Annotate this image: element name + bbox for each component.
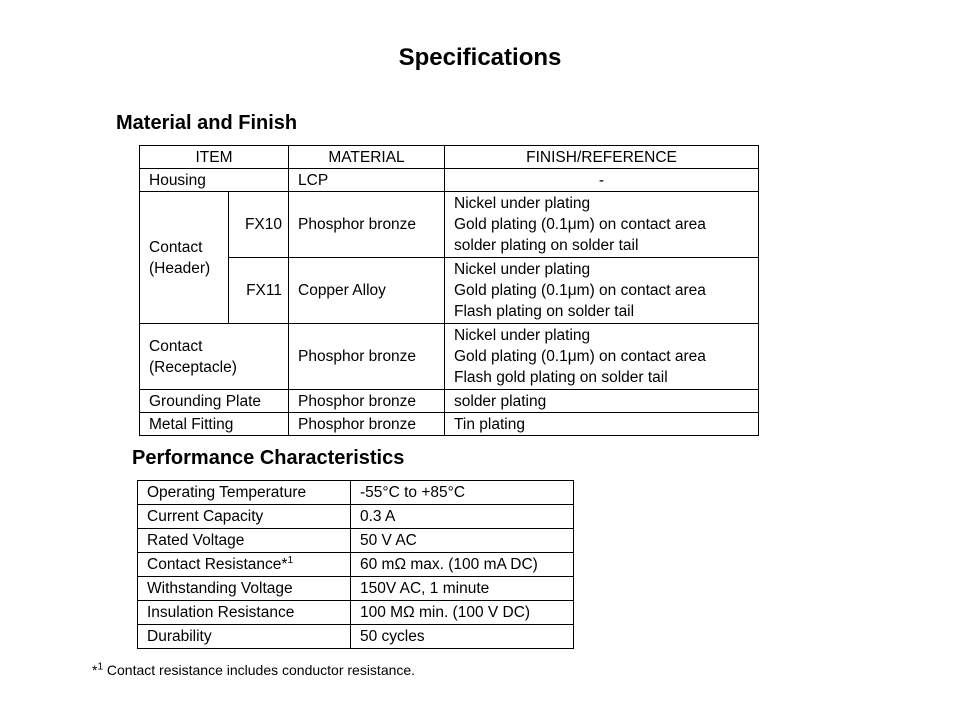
metal-fitting-material: Phosphor bronze <box>289 413 445 436</box>
header-material: MATERIAL <box>289 146 445 169</box>
header-finish: FINISH/REFERENCE <box>445 146 759 169</box>
fx10-finish <box>445 192 759 258</box>
receptacle-material: Phosphor bronze <box>289 324 445 390</box>
item-line: Contact <box>149 337 203 355</box>
table-row <box>140 258 759 324</box>
contact-header-item <box>140 192 229 324</box>
perf-value: 100 MΩ min. (100 V DC) <box>351 601 574 625</box>
table-row <box>138 481 574 505</box>
perf-value: 150V AC, 1 minute <box>351 577 574 601</box>
housing-item: Housing <box>140 169 289 192</box>
table-row <box>138 577 574 601</box>
table-row <box>138 625 574 649</box>
performance-table <box>137 480 574 649</box>
table-header-row <box>140 146 759 169</box>
metal-fitting-item: Metal Fitting <box>140 413 289 436</box>
fx11-model: FX11 <box>229 258 289 324</box>
contact-receptacle-item <box>140 324 289 390</box>
footnote-text: Contact resistance includes conductor resistance. <box>103 662 416 678</box>
table-row <box>138 505 574 529</box>
table-row <box>140 192 759 258</box>
perf-label: Current Capacity <box>138 505 351 529</box>
finish-line: solder plating on solder tail <box>454 237 639 254</box>
housing-material: LCP <box>289 169 445 192</box>
perf-label-text: Contact Resistance* <box>147 556 288 573</box>
finish-line: Nickel under plating <box>454 195 591 212</box>
finish-line: Gold plating (0.1μm) on contact area <box>454 348 706 365</box>
housing-finish: - <box>445 169 759 192</box>
grounding-plate-material: Phosphor bronze <box>289 390 445 413</box>
performance-title: Performance Characteristics <box>132 447 405 469</box>
footnote-sup: 1 <box>287 554 293 566</box>
receptacle-finish <box>445 324 759 390</box>
table-row <box>138 601 574 625</box>
fx10-material: Phosphor bronze <box>289 192 445 258</box>
perf-value: 50 cycles <box>351 625 574 649</box>
finish-line: Gold plating (0.1μm) on contact area <box>454 216 706 233</box>
perf-value: -55°C to +85°C <box>351 481 574 505</box>
table-row <box>140 413 759 436</box>
material-finish-table <box>139 145 759 436</box>
perf-value: 0.3 A <box>351 505 574 529</box>
grounding-plate-finish: solder plating <box>445 390 759 413</box>
finish-line: Nickel under plating <box>454 327 591 344</box>
footnote-sup: 1 <box>97 661 104 673</box>
perf-label <box>138 553 351 577</box>
finish-line: Flash plating on solder tail <box>454 303 635 320</box>
item-line: (Receptacle) <box>149 358 237 376</box>
perf-label: Insulation Resistance <box>138 601 351 625</box>
footnote <box>92 662 415 678</box>
item-line: Contact <box>149 238 203 256</box>
table-row <box>138 553 574 577</box>
table-row <box>140 169 759 192</box>
table-row <box>140 390 759 413</box>
perf-label: Operating Temperature <box>138 481 351 505</box>
page-title: Specifications <box>398 44 562 71</box>
table-row <box>138 529 574 553</box>
metal-fitting-finish: Tin plating <box>445 413 759 436</box>
item-line: (Header) <box>149 259 211 277</box>
footnote-marker: * <box>92 662 98 678</box>
grounding-plate-item: Grounding Plate <box>140 390 289 413</box>
finish-line: Gold plating (0.1μm) on contact area <box>454 282 706 299</box>
fx11-material: Copper Alloy <box>289 258 445 324</box>
perf-value: 60 mΩ max. (100 mA DC) <box>351 553 574 577</box>
perf-value: 50 V AC <box>351 529 574 553</box>
table-row <box>140 324 759 390</box>
material-finish-title: Material and Finish <box>116 112 298 134</box>
finish-line: Nickel under plating <box>454 261 591 278</box>
header-item: ITEM <box>140 146 289 169</box>
perf-label: Durability <box>138 625 351 649</box>
fx10-model: FX10 <box>229 192 289 258</box>
perf-label: Rated Voltage <box>138 529 351 553</box>
finish-line: Flash gold plating on solder tail <box>454 369 668 386</box>
perf-label: Withstanding Voltage <box>138 577 351 601</box>
fx11-finish <box>445 258 759 324</box>
